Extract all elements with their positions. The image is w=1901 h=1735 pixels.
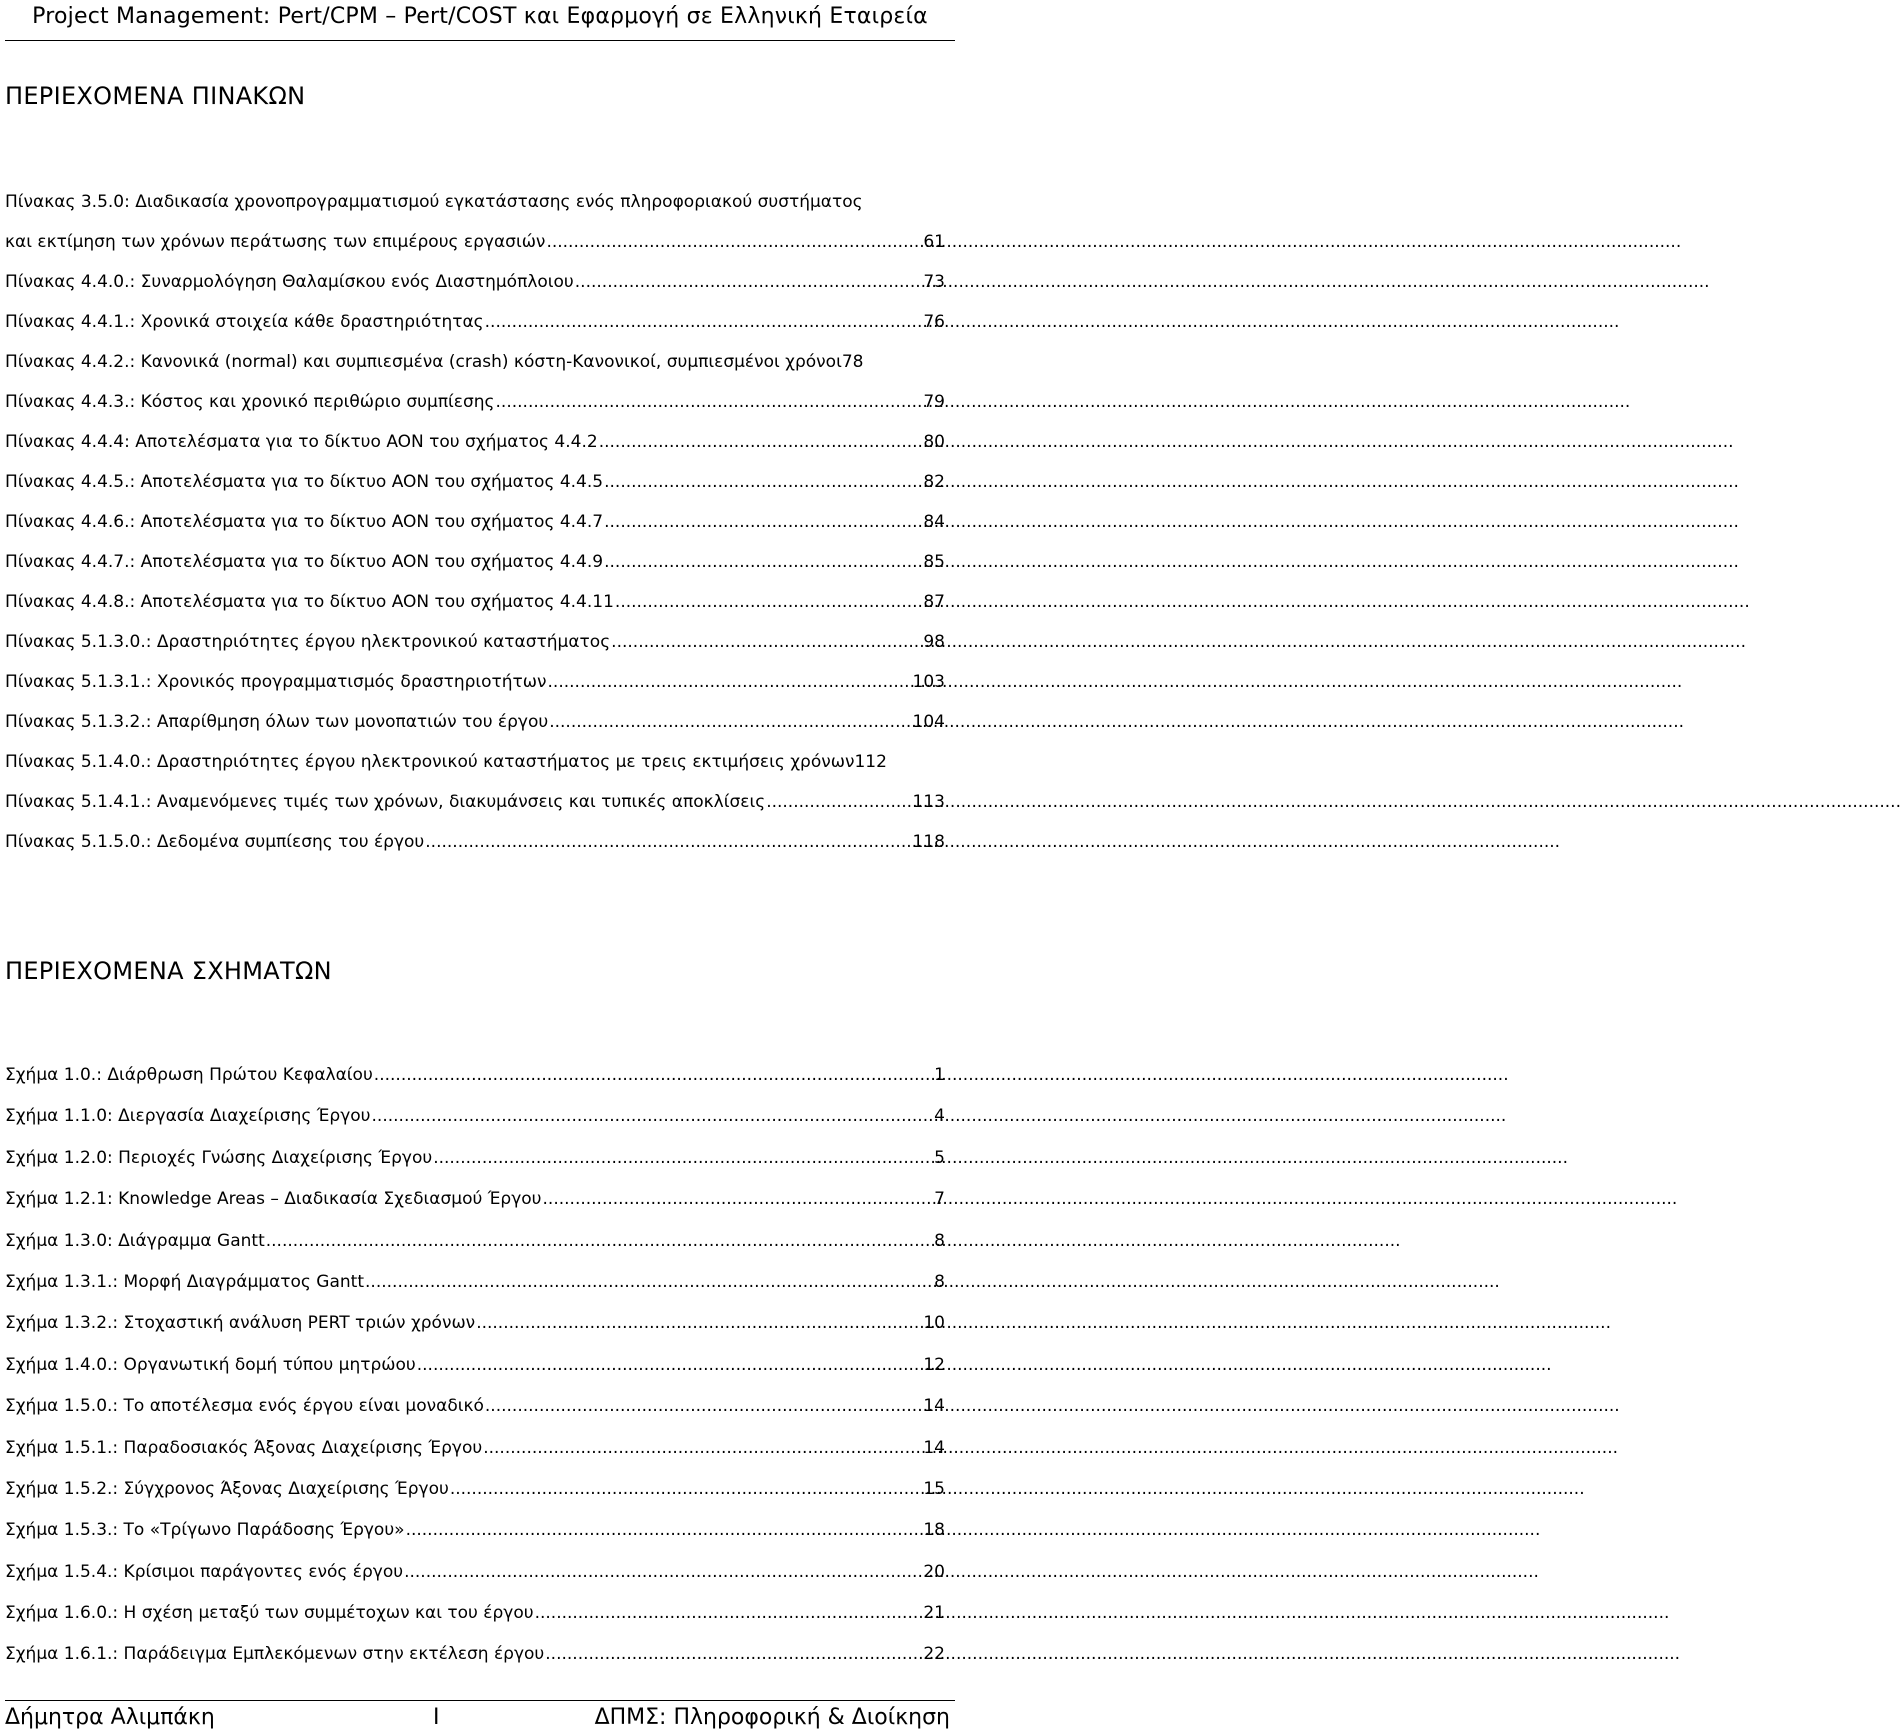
dot-leader bbox=[485, 1394, 922, 1418]
toc-page-number: 76 bbox=[923, 312, 945, 332]
toc-entry-text: Πίνακας 5.1.4.0.: Δραστηριότητες έργου ηλεκτρονικού καταστήματος με τρεις εκτιμήσεις χρόνων bbox=[5, 752, 855, 772]
toc-entry[interactable] bbox=[5, 630, 945, 670]
toc-entry-text: Σχήμα 1.2.1: Knowledge Areas – Διαδικασία Σχεδιασμού Έργου bbox=[5, 1189, 542, 1210]
dot-leader bbox=[450, 1477, 923, 1501]
toc-page-number: 10 bbox=[923, 1313, 945, 1334]
dot-leader bbox=[615, 590, 922, 614]
dot-leader bbox=[372, 1104, 934, 1128]
toc-entry[interactable] bbox=[5, 1270, 945, 1311]
dot-leader bbox=[604, 550, 922, 574]
toc-page-number: 87 bbox=[923, 592, 945, 612]
toc-entry[interactable] bbox=[5, 390, 945, 430]
toc-page-number: 85 bbox=[923, 552, 945, 572]
toc-entry-text: και εκτίμηση των χρόνων περάτωσης των επιμέρους εργασιών bbox=[5, 232, 546, 252]
toc-entry-text: Σχήμα 1.1.0: Διεργασία Διαχείρισης Έργου bbox=[5, 1106, 371, 1127]
toc-entry[interactable] bbox=[5, 1642, 945, 1683]
dot-leader bbox=[548, 670, 912, 694]
dot-leader bbox=[604, 510, 922, 534]
toc-entry[interactable] bbox=[5, 590, 945, 630]
tables-toc-list bbox=[5, 190, 945, 870]
toc-page-number: 98 bbox=[923, 632, 945, 652]
toc-page-number: 22 bbox=[923, 1644, 945, 1665]
footer-program: ΔΠΜΣ: Πληροφορική & Διοίκηση bbox=[594, 1705, 950, 1730]
toc-entry-text: Σχήμα 1.2.0: Περιοχές Γνώσης Διαχείρισης Έργου bbox=[5, 1147, 433, 1168]
dot-leader bbox=[404, 1560, 922, 1584]
dot-leader bbox=[546, 230, 922, 254]
toc-entry-text: Πίνακας 5.1.4.1.: Αναμενόμενες τιμές των χρόνων, διακυμάνσεις και τυπικές αποκλίσεις bbox=[5, 792, 766, 812]
dot-leader bbox=[485, 310, 923, 334]
toc-entry-text: Σχήμα 1.5.2.: Σύγχρονος Άξονας Διαχείρισης Έργου bbox=[5, 1478, 449, 1499]
dot-leader bbox=[549, 710, 911, 734]
toc-page-number: 14 bbox=[923, 1396, 945, 1417]
toc-page-number: 12 bbox=[923, 1354, 945, 1375]
toc-entry[interactable] bbox=[5, 1394, 945, 1435]
dot-leader bbox=[543, 1187, 934, 1211]
toc-page-number: 1 bbox=[934, 1065, 945, 1085]
toc-page-number: 118 bbox=[912, 832, 945, 852]
toc-entry-text: Πίνακας 5.1.5.0.: Δεδομένα συμπίεσης του έργου bbox=[5, 832, 425, 852]
toc-entry-text: Πίνακας 4.4.0.: Συναρμολόγηση Θαλαμίσκου ενός Διαστημόπλοιου bbox=[5, 272, 574, 292]
footer-author: Δήμητρα Αλιμπάκη bbox=[5, 1705, 215, 1730]
toc-entry[interactable] bbox=[5, 270, 945, 310]
toc-entry-text: Σχήμα 1.3.2.: Στοχαστική ανάλυση PERT τριών χρόνων bbox=[5, 1313, 476, 1334]
toc-page-number: 15 bbox=[923, 1478, 945, 1499]
page-footer bbox=[5, 1703, 950, 1735]
dot-leader bbox=[433, 1146, 933, 1170]
toc-page-number: 84 bbox=[923, 512, 945, 532]
dot-leader bbox=[406, 1518, 923, 1542]
toc-page-number: 73 bbox=[923, 272, 945, 292]
toc-entry-text: Πίνακας 5.1.3.2.: Απαρίθμηση όλων των μονοπατιών του έργου bbox=[5, 712, 549, 732]
dot-leader bbox=[766, 790, 911, 814]
toc-entry-text: Σχήμα 1.4.0.: Οργανωτική δομή τύπου μητρώου bbox=[5, 1354, 416, 1375]
toc-entry-text: Πίνακας 4.4.7.: Αποτελέσματα για το δίκτυο AON του σχήματος 4.4.9 bbox=[5, 552, 604, 572]
toc-page-number: 20 bbox=[923, 1561, 945, 1582]
dot-leader bbox=[604, 470, 922, 494]
running-header: Project Management: Pert/CPM – Pert/COST και Εφαρμογή σε Ελληνική Εταιρεία bbox=[32, 4, 928, 29]
footer-page-number: I bbox=[433, 1705, 440, 1730]
tables-entries bbox=[5, 270, 945, 870]
toc-entry-text: Σχήμα 1.5.3.: Το «Τρίγωνο Παράδοσης Έργου» bbox=[5, 1520, 405, 1541]
toc-entry[interactable] bbox=[5, 1477, 945, 1518]
toc-page-number: 79 bbox=[923, 392, 945, 412]
toc-entry[interactable] bbox=[5, 230, 945, 270]
toc-page-number: 7 bbox=[934, 1189, 945, 1210]
toc-page-number: 18 bbox=[923, 1520, 945, 1541]
toc-page-number: 104 bbox=[912, 712, 945, 732]
figures-toc-list bbox=[5, 1063, 945, 1684]
toc-entry-text: Πίνακας 4.4.6.: Αποτελέσματα για το δίκτυο AON του σχήματος 4.4.7 bbox=[5, 512, 604, 532]
footer-rule bbox=[5, 1700, 955, 1701]
toc-entry-text: Σχήμα 1.5.0.: Το αποτέλεσμα ενός έργου είναι μοναδικό bbox=[5, 1396, 484, 1417]
dot-leader bbox=[374, 1063, 933, 1087]
toc-entry[interactable] bbox=[5, 1063, 945, 1104]
toc-entry-text: Πίνακας 4.4.3.: Κόστος και χρονικό περιθώριο συμπίεσης bbox=[5, 392, 495, 412]
toc-entry-text: Πίνακας 4.4.8.: Αποτελέσματα για το δίκτυο AON του σχήματος 4.4.11 bbox=[5, 592, 614, 612]
toc-entry-text: Σχήμα 1.5.1.: Παραδοσιακός Άξονας Διαχείρισης Έργου bbox=[5, 1437, 483, 1458]
toc-entry[interactable] bbox=[5, 1229, 945, 1270]
toc-page-number: 61 bbox=[923, 232, 945, 252]
toc-entry-text: Πίνακας 4.4.1.: Χρονικά στοιχεία κάθε δραστηριότητας bbox=[5, 312, 484, 332]
toc-entry[interactable] bbox=[5, 510, 945, 550]
toc-entry[interactable] bbox=[5, 1601, 945, 1642]
toc-entry[interactable] bbox=[5, 1187, 945, 1228]
dot-leader bbox=[365, 1270, 933, 1294]
toc-entry-text: Πίνακας 3.5.0: Διαδικασία χρονοπρογραμματισμού εγκατάστασης ενός πληροφοριακού συστήματος bbox=[5, 192, 863, 212]
toc-entry[interactable] bbox=[5, 350, 945, 390]
toc-page-number: 21 bbox=[923, 1603, 945, 1624]
toc-entry-text: Πίνακας 5.1.3.0.: Δραστηριότητες έργου ηλεκτρονικού καταστήματος bbox=[5, 632, 611, 652]
toc-page-number: 78 bbox=[841, 352, 864, 372]
dot-leader bbox=[496, 390, 923, 414]
toc-entry-text: Σχήμα 1.3.1.: Μορφή Διαγράμματος Gantt bbox=[5, 1271, 365, 1292]
toc-entry[interactable] bbox=[5, 1353, 945, 1394]
dot-leader bbox=[417, 1353, 923, 1377]
toc-page-number: 5 bbox=[934, 1147, 945, 1168]
toc-entry[interactable] bbox=[5, 670, 945, 710]
toc-entry[interactable] bbox=[5, 1518, 945, 1559]
toc-entry-text: Πίνακας 4.4.5.: Αποτελέσματα για το δίκτυο AON του σχήματος 4.4.5 bbox=[5, 472, 604, 492]
toc-entry[interactable] bbox=[5, 310, 945, 350]
dot-leader bbox=[545, 1642, 922, 1666]
toc-page-number: 14 bbox=[923, 1437, 945, 1458]
toc-entry[interactable] bbox=[5, 1436, 945, 1477]
toc-page-number: 82 bbox=[923, 472, 945, 492]
dot-leader bbox=[611, 630, 922, 654]
toc-page-number: 8 bbox=[934, 1230, 945, 1251]
toc-page-number: 80 bbox=[923, 432, 945, 452]
figures-section-title: ΠΕΡΙΕΧΟΜΕΝΑ ΣΧΗΜΑΤΩΝ bbox=[5, 957, 332, 985]
toc-page-number: 8 bbox=[934, 1271, 945, 1292]
toc-page-number: 103 bbox=[912, 672, 945, 692]
toc-entry-text: Σχήμα 1.6.0.: Η σχέση μεταξύ των συμμέτοχων και του έργου bbox=[5, 1603, 534, 1624]
dot-leader bbox=[266, 1229, 933, 1253]
dot-leader bbox=[476, 1311, 922, 1335]
toc-entry-text: Σχήμα 1.5.4.: Κρίσιμοι παράγοντες ενός έργου bbox=[5, 1561, 404, 1582]
toc-entry[interactable] bbox=[5, 750, 945, 790]
toc-entry-text: Σχήμα 1.3.0: Διάγραμμα Gantt bbox=[5, 1230, 265, 1251]
toc-entry[interactable] bbox=[5, 1104, 945, 1145]
dot-leader bbox=[599, 430, 923, 454]
toc-page-number: 113 bbox=[912, 792, 945, 812]
toc-page-number: 112 bbox=[854, 752, 887, 772]
toc-entry[interactable] bbox=[5, 1146, 945, 1187]
dot-leader bbox=[535, 1601, 923, 1625]
toc-entry-first-line[interactable] bbox=[5, 190, 945, 230]
toc-entry[interactable] bbox=[5, 710, 945, 750]
toc-entry[interactable] bbox=[5, 790, 945, 830]
toc-entry[interactable] bbox=[5, 550, 945, 590]
toc-entry[interactable] bbox=[5, 1311, 945, 1352]
toc-entry-text: Πίνακας 5.1.3.1.: Χρονικός προγραμματισμός δραστηριοτήτων bbox=[5, 672, 547, 692]
tables-section-title: ΠΕΡΙΕΧΟΜΕΝΑ ΠΙΝΑΚΩΝ bbox=[5, 82, 306, 110]
toc-entry[interactable] bbox=[5, 430, 945, 470]
toc-entry-text: Σχήμα 1.0.: Διάρθρωση Πρώτου Κεφαλαίου bbox=[5, 1065, 373, 1085]
toc-entry[interactable] bbox=[5, 470, 945, 510]
toc-page-number: 4 bbox=[934, 1106, 945, 1127]
dot-leader bbox=[483, 1436, 922, 1460]
toc-entry[interactable] bbox=[5, 1560, 945, 1601]
toc-entry-text: Πίνακας 4.4.2.: Κανονικά (normal) και συμπιεσμένα (crash) κόστη-Κανονικοί, συμπιεσμένοι χρόνοι bbox=[5, 352, 842, 372]
toc-entry-text: Πίνακας 4.4.4: Αποτελέσματα για το δίκτυο AON του σχήματος 4.4.2 bbox=[5, 432, 598, 452]
toc-entry[interactable] bbox=[5, 830, 945, 870]
header-rule bbox=[5, 40, 955, 41]
dot-leader bbox=[425, 830, 911, 854]
toc-entry-text: Σχήμα 1.6.1.: Παράδειγμα Εμπλεκόμενων στην εκτέλεση έργου bbox=[5, 1644, 545, 1665]
dot-leader bbox=[575, 270, 923, 294]
